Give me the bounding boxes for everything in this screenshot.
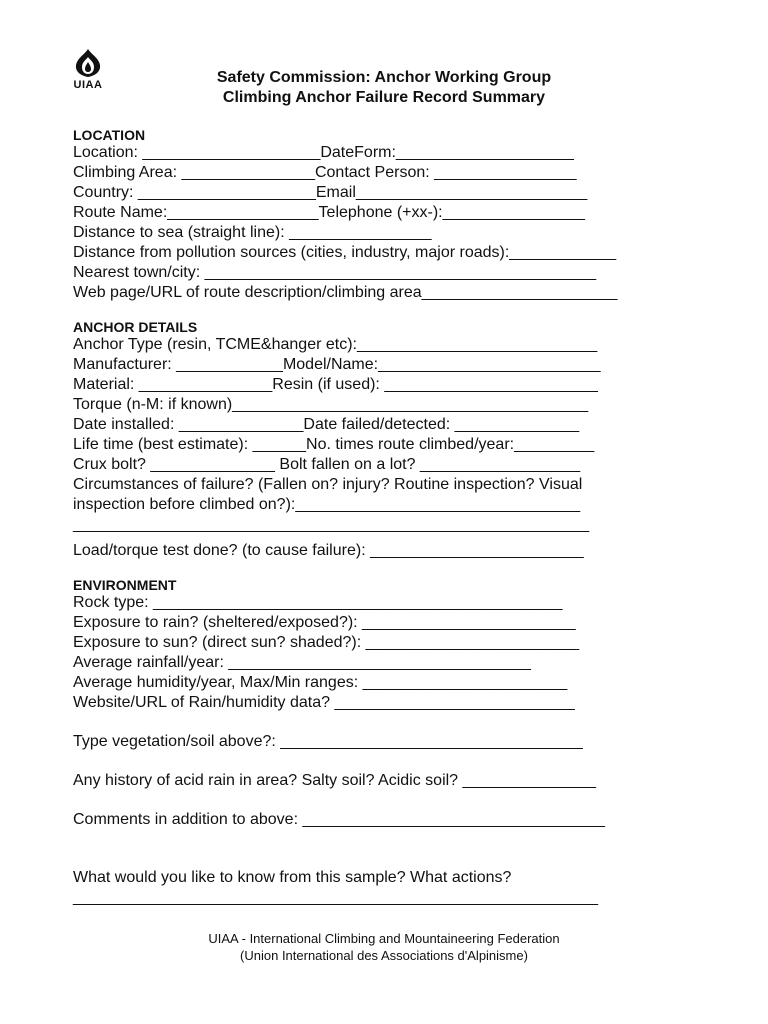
country-field[interactable]: Country: ____________________Email__________________________	[73, 184, 588, 201]
anchor-type-field[interactable]: Anchor Type (resin, TCME&hanger etc):___________________________	[73, 336, 598, 353]
crux-bolt-field[interactable]: Crux bolt? ______________ Bolt fallen on a lot? __________________	[73, 456, 581, 473]
rock-type-field[interactable]: Rock type: ______________________________________________	[73, 594, 563, 611]
location-field[interactable]: Location: ____________________DateForm:____________________	[73, 144, 574, 161]
distance-to-sea-field[interactable]: Distance to sea (straight line): ________________	[73, 224, 432, 241]
route-name-field[interactable]: Route Name:_________________Telephone (+xx-):________________	[73, 204, 585, 221]
failure-circumstances-label: Circumstances of failure? (Fallen on? injury? Routine inspection? Visual	[73, 476, 583, 493]
sample-question-label: What would you like to know from this sample? What actions?	[73, 869, 512, 886]
rain-exposure-field[interactable]: Exposure to rain? (sheltered/exposed?): ________________________	[73, 614, 576, 631]
document-subtitle: Climbing Anchor Failure Record Summary	[222, 89, 546, 106]
rainfall-field[interactable]: Average rainfall/year: __________________________________	[73, 654, 531, 671]
anchor-details-heading: ANCHOR DETAILS	[73, 319, 198, 335]
climbing-area-field[interactable]: Climbing Area: _______________Contact Person: ________________	[73, 164, 577, 181]
vegetation-field[interactable]: Type vegetation/soil above?: __________________________________	[73, 733, 583, 750]
logo-text: UIAA	[73, 79, 103, 91]
humidity-field[interactable]: Average humidity/year, Max/Min ranges: _______________________	[73, 674, 568, 691]
footer-organization: UIAA - International Climbing and Mountaineering Federation	[208, 931, 560, 946]
comments-field[interactable]: Comments in addition to above: __________________________________	[73, 811, 606, 828]
document-title: Safety Commission: Anchor Working Group	[216, 69, 552, 86]
form-content	[73, 127, 713, 908]
failure-circumstances-extra-line[interactable]: __________________________________________________________	[73, 516, 590, 533]
document-header	[0, 68, 768, 108]
manufacturer-field[interactable]: Manufacturer: ____________Model/Name:_________________________	[73, 356, 601, 373]
nearest-town-field[interactable]: Nearest town/city: ____________________________________________	[73, 264, 597, 281]
sample-answer-line[interactable]: ___________________________________________________________	[73, 889, 599, 906]
load-test-field[interactable]: Load/torque test done? (to cause failure): ________________________	[73, 542, 584, 559]
date-installed-field[interactable]: Date installed: ______________Date failed/detected: ______________	[73, 416, 580, 433]
environment-heading: ENVIRONMENT	[73, 577, 177, 593]
pollution-distance-field[interactable]: Distance from pollution sources (cities, industry, major roads):____________	[73, 244, 617, 261]
failure-circumstances-field[interactable]: inspection before climbed on?):________________________________	[73, 496, 581, 513]
life-time-field[interactable]: Life time (best estimate): ______No. times route climbed/year:_________	[73, 436, 595, 453]
sun-exposure-field[interactable]: Exposure to sun? (direct sun? shaded?): ________________________	[73, 634, 580, 651]
location-heading: LOCATION	[73, 127, 146, 143]
rain-data-url-field[interactable]: Website/URL of Rain/humidity data? ___________________________	[73, 694, 575, 711]
material-field[interactable]: Material: _______________Resin (if used): ________________________	[73, 376, 598, 393]
torque-field[interactable]: Torque (n-M: if known)________________________________________	[73, 396, 589, 413]
route-url-field[interactable]: Web page/URL of route description/climbing area______________________	[73, 284, 618, 301]
footer-organization-french: (Union International des Associations d'Alpinisme)	[240, 948, 528, 963]
footer	[0, 930, 768, 964]
acid-rain-field[interactable]: Any history of acid rain in area? Salty soil? Acidic soil? _______________	[73, 772, 596, 789]
